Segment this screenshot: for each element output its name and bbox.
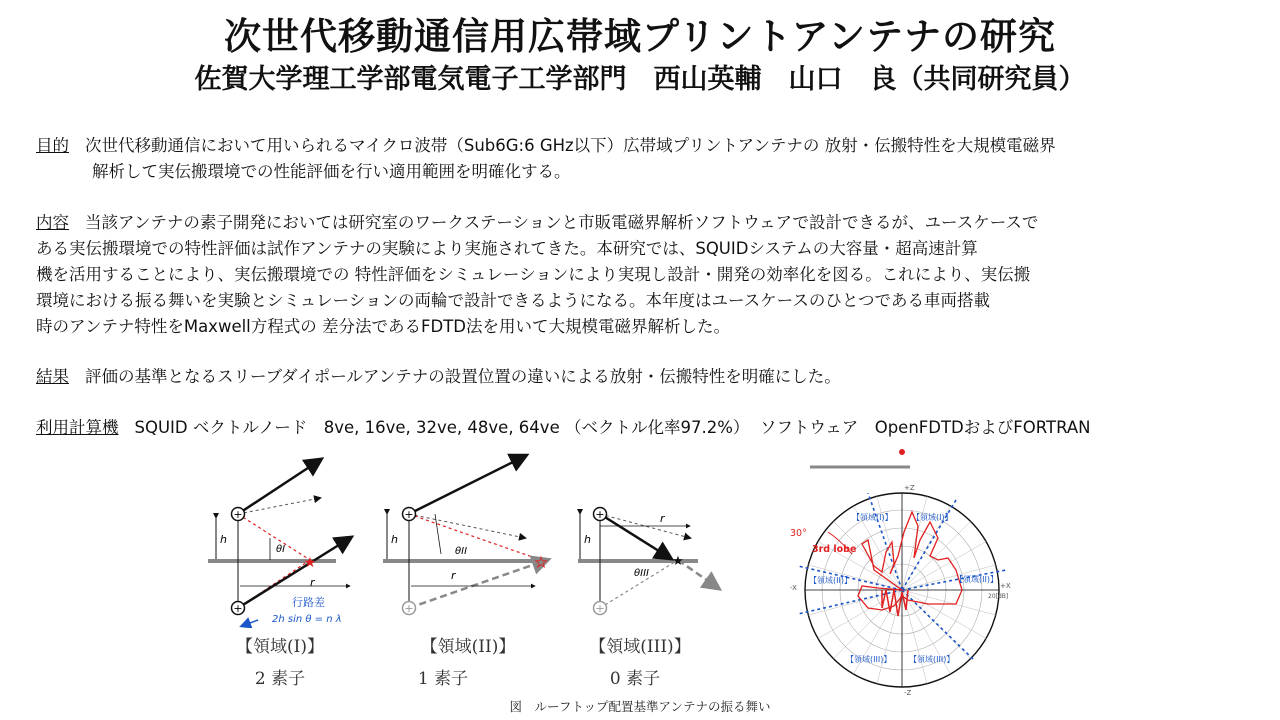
direct-ray	[409, 456, 525, 514]
region-3-elements: 0 素子	[609, 669, 661, 689]
author-affiliation: 佐賀大学理工学部電気電子工学部門 西山英輔 山口 良（共同研究員）	[194, 64, 1086, 95]
theta-label: θI	[276, 544, 286, 555]
purpose-text-line2: 解析して実伝搬環境での性能評価を行い適用範囲を明確化する。	[92, 162, 571, 181]
svg-text:+: +	[233, 508, 243, 521]
image-ray	[409, 560, 547, 608]
compute-text: SQUID ベクトルノード 8ve, 16ve, 32ve, 48ve, 64ve （ベクトル化率97.2%） ソフトウェア OpenFDTDおよびFORTRAN	[134, 418, 1091, 437]
svg-text:+: +	[233, 602, 243, 615]
result-section	[36, 364, 1236, 390]
purpose-label: 目的	[36, 136, 69, 155]
svg-text:+: +	[404, 602, 414, 615]
h-label: h	[220, 533, 227, 546]
left-axis-label: -X	[790, 584, 797, 592]
figure-caption: 図 ルーフトップ配置基準アンテナの振る舞い	[509, 699, 771, 714]
region-2-elements: 1 素子	[417, 669, 469, 689]
antenna-position-dot	[899, 449, 905, 455]
result-text: 評価の基準となるスリーブダイポールアンテナの設置位置の違いによる放射・伝搬特性を明確にした。	[85, 367, 841, 386]
radiation-pattern-polar-plot	[778, 440, 1018, 696]
region-label-2a: 【領域(II)】	[809, 576, 852, 585]
incident-ray	[238, 514, 310, 560]
top-axis-label: +Z	[904, 484, 915, 492]
scale-label: 20[dB]	[988, 593, 1009, 600]
region-1-title: 【領域(I)】	[236, 637, 324, 657]
reflected-ray	[678, 560, 718, 588]
h-label: h	[391, 533, 398, 546]
reflection-point-star: ★	[303, 555, 317, 571]
angle-30-label: 30°	[790, 528, 807, 539]
r-label: r	[451, 569, 456, 582]
reflection-point-star: ★	[534, 555, 548, 571]
path-difference-formula: 2h sin θ = n λ	[272, 614, 342, 625]
polar-spoke	[818, 590, 902, 639]
region-3-title: 【領域(III)】	[589, 637, 691, 657]
diagram-region-2	[375, 448, 560, 628]
region-label-2b: 【領域(II)】	[955, 575, 998, 584]
content-section	[36, 210, 1236, 340]
purpose-text-line1: 次世代移動通信において用いられるマイクロ波帯（Sub6G:6 GHz以下）広帯域プリントアンテナの 放射・伝搬特性を大規模電磁界	[85, 136, 1056, 155]
content-text-line1: 当該アンテナの素子開発においては研究室のワークステーションと市販電磁界解析ソフトウェアで設計できるが、ユースケースで	[85, 213, 1039, 232]
diagram-region-3	[570, 448, 745, 628]
svg-text:+: +	[404, 508, 414, 521]
ground-plane	[383, 559, 533, 563]
content-text-line2: ある実伝搬環境での特性評価は試作アンテナの実験により実施されてきた。本研究では、SQUIDシステムの大容量・超高速計算	[36, 239, 978, 258]
path-difference-label: 行路差	[292, 596, 325, 609]
content-label: 内容	[36, 213, 69, 232]
purpose-section	[36, 133, 1236, 185]
region-label-3b: 【領域(III)】	[909, 655, 955, 664]
path-difference-arrow	[242, 620, 258, 626]
r-label: r	[660, 512, 665, 525]
page-title: 次世代移動通信用広帯域プリントアンテナの研究	[224, 15, 1056, 58]
r-label: r	[310, 576, 315, 589]
reflection-point-star: ★	[672, 554, 684, 569]
direct-ray	[238, 460, 320, 514]
region-label-1a: 【領域(I)】	[852, 513, 893, 522]
theta-label: θIII	[634, 568, 649, 579]
theta-label: θII	[455, 546, 468, 557]
bottom-axis-label: -Z	[904, 689, 912, 696]
h-label: h	[584, 533, 591, 546]
right-axis-label: +X	[1000, 582, 1011, 590]
svg-text:+: +	[595, 508, 605, 521]
compute-label: 利用計算機	[36, 418, 119, 437]
region-label-1b: 【領域(I)】	[912, 513, 953, 522]
content-text-line4: 環境における振る舞いを実験とシミュレーションの両輪で設計できるようになる。本年度はユースケースのひとつである車両搭載	[36, 291, 991, 310]
content-text-line5: 時のアンテナ特性をMaxwell方程式の 差分法であるFDTD法を用いて大規模電磁界解析した。	[36, 317, 730, 336]
third-lobe-label: 3rd lobe	[812, 544, 857, 555]
result-label: 結果	[36, 367, 69, 386]
diagram-region-1	[200, 448, 360, 628]
region-2-title: 【領域(II)】	[420, 637, 516, 657]
region-label-3a: 【領域(III)】	[846, 655, 892, 664]
svg-text:+: +	[595, 602, 605, 615]
content-text-line3: 機を活用することにより、実伝搬環境での 特性評価をシミュレーションにより実現し設計・開発の効率化を図る。これにより、実伝搬	[36, 265, 1031, 284]
region-1-elements: 2 素子	[254, 669, 306, 689]
polar-spoke	[902, 590, 986, 639]
compute-section	[36, 415, 1236, 441]
